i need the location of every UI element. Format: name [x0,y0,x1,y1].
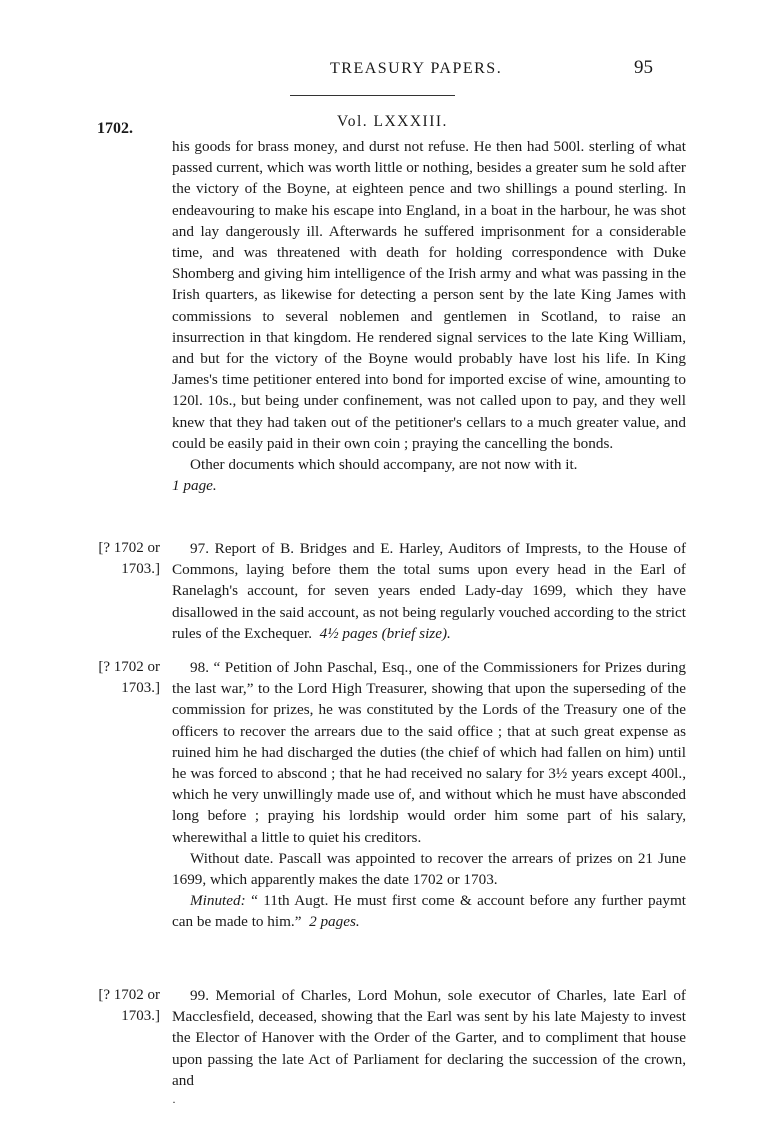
entry-98 [172,657,686,933]
margin-date-line: [? 1702 or [98,659,160,675]
margin-date [70,538,160,580]
entry-paragraph: Other documents which should accompany, are not now with it. [190,456,578,474]
entry-continuation [172,136,686,496]
margin-year: 1702. [97,120,133,137]
entry-paragraph: Without date. Pascall was appointed to recover the arrears of prizes on 21 June 1699, which apparently makes the date 1702 or 1703. [172,849,686,889]
entry-99 [172,985,686,1091]
page-number: 95 [634,57,653,78]
margin-date [70,985,160,1027]
minute-label: Minuted: [190,892,246,910]
volume-heading: Vol. LXXXIII. [337,113,448,130]
entry-paragraph: 99. Memorial of Charles, Lord Mohun, sole executor of Charles, late Earl of Macclesfield, deceased, showing that the Earl was sent by his late Majesty to invest the Elector of Hanover with the Order of the Garter, and to compliment that house upon passing the late Act of Parliament for declaring the succession of the crown, and [172,987,686,1089]
stray-mark: · [172,1095,176,1109]
margin-date-line: [? 1702 or [98,540,160,556]
page-count-note: 4½ pages (brief size). [319,624,451,642]
margin-date-line: [? 1702 or [98,987,160,1003]
running-title: TREASURY PAPERS. [330,60,503,77]
page-count-note: 1 page. [172,477,217,495]
page-count-note: 2 pages. [309,913,360,931]
margin-date-line: 1703.] [121,680,160,696]
entry-paragraph: his goods for brass money, and durst not refuse. He then had 500l. sterling of what passed current, which was worth little or nothing, besides a greater sum he sold after the victory of the Boyne, at eighteen pence and two shillings a pound sterling. In endeavouring to make his escape into England, in a boat in the harbour, he was shot and lay dangerously ill. Afterwards he suffered imprisonment for a considerable time, and was threatened with death for holding correspondence with Duke Shomberg and giving him intelligence of the Irish army and what was passing in the Irish quarters, as likewise for detecting a person sent by the late King James with commissions to several noblemen and gentlemen in Scotland, to raise an insurrection in that kingdom. He rendered signal services to the late King William, and but for the victory of the Boyne would probably have lost his life. In King James's time petitioner entered into bond for imported excise of wine, amounting to 120l. 10s., but being under confinement, was not called upon to pay, and they well knew that they had taken out of the petitioner's cellars to a much greater value, and could be easily paid in their own coin ; praying the cancelling the bonds. [172,138,686,452]
margin-date-line: 1703.] [121,1008,160,1024]
minute-text: “ 11th Augt. He must first come & account before any further paymt can be made to him.” [172,892,686,931]
header-rule [290,95,455,96]
margin-date-line: 1703.] [121,561,160,577]
entry-paragraph: 97. Report of B. Bridges and E. Harley, Auditors of Imprests, to the House of Commons, laying before them the total sums upon every head in the Earl of Ranelagh's account, for seven years ended Lady-day 1699, which they have disallowed in the said account, as not being regularly vouched according to the strict rules of the Exchequer. [172,540,686,642]
margin-date [70,657,160,699]
entry-97 [172,538,686,644]
entry-paragraph: 98. “ Petition of John Paschal, Esq., one of the Commissioners for Prizes during the last war,” to the Lord High Treasurer, showing that upon the superseding of the commission for prizes, he was constituted by the Lords of the Treasury one of the officers to recover the arrears due to the said office ; that at such great expense as ruined him he had discharged the duties (the chief of which had fallen on him) until he was forced to abscond ; that he had received no salary for 3½ years except 400l., which he very unwillingly made use of, and without which he must have absconded long before ; praying his lordship would order him some part of his salary, wherewithal a little to quiet his creditors. [172,659,686,846]
